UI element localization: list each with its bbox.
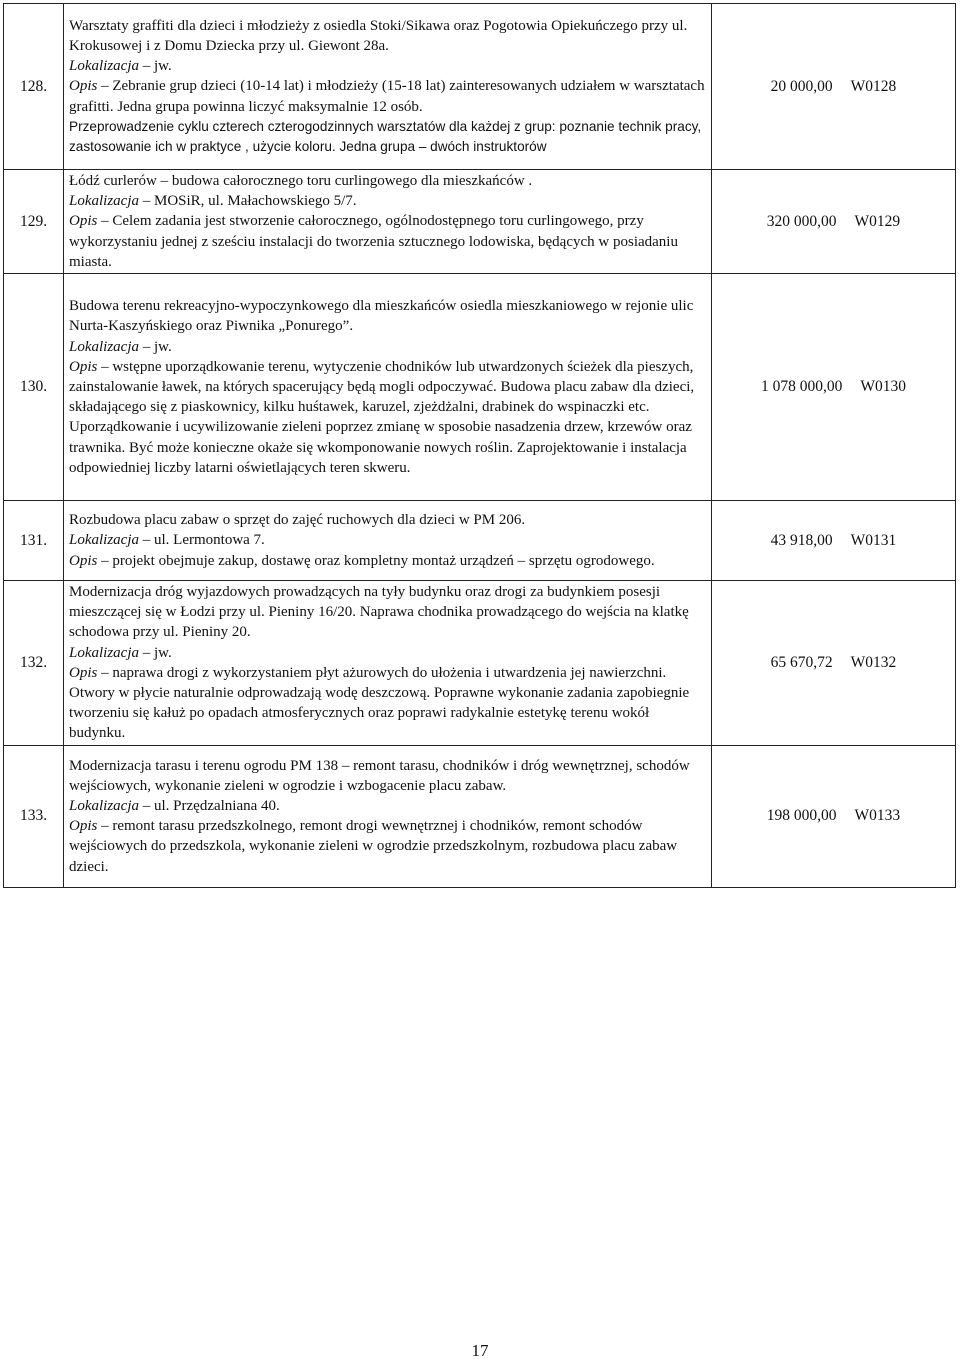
- row-number: 130.: [4, 274, 64, 501]
- row-code: W0130: [860, 378, 906, 396]
- row-amount: 320 000,00: [766, 212, 837, 230]
- row-opis: [69, 211, 709, 272]
- table-row: [4, 745, 956, 887]
- description-label: Opis: [69, 358, 98, 375]
- row-title: Modernizacja dróg wyjazdowych prowadzących na tyły budynku oraz drogi za budynkiem posesji mieszczącej się w Łodzi przy ul. Pieniny 16/20. Naprawa chodnika prowadzącego do wejścia na klatkę schodowa przy ul. Pieniny 20.: [69, 584, 689, 641]
- row-title: Łódź curlerów – budowa całorocznego toru curlingowego dla mieszkańców .: [69, 173, 533, 189]
- row-title: Modernizacja tarasu i terenu ogrodu PM 138 – remont tarasu, chodników i dróg wewnętrznej, schodów wejściowych, wykonanie zieleni w ogrodzie i wzbogacenie placu zabaw.: [69, 757, 690, 794]
- description-text: – naprawa drogi z wykorzystaniem płyt ażurowych do ułożenia i utwardzenia jej nawierzchni. Otwory w płycie naturalnie odprowadzają wodę deszczową. Poprawne wykonanie zadania zapobiegnie tworzeniu się kałuż po opadach atmosferycznych oraz poprawi radykalnie estetykę terenu wokół budynku.: [69, 664, 690, 742]
- row-number: 132.: [4, 581, 64, 746]
- table-row: [4, 501, 956, 581]
- description-label: Opis: [69, 818, 98, 835]
- location-value: – jw.: [142, 58, 172, 75]
- row-location: [69, 796, 709, 816]
- row-description: [64, 581, 712, 746]
- row-amount: 1 078 000,00: [760, 378, 843, 396]
- row-location: [69, 530, 709, 550]
- table-row: [4, 170, 956, 274]
- description-label: Opis: [69, 213, 98, 230]
- row-extra-text: Przeprowadzenie cyklu czterech czterogodzinnych warsztatów dla każdej z grup: poznanie technik pracy, zastosowanie ich w praktyce , użycie koloru. Jedna grupa – dwóch instruktorów: [69, 118, 702, 154]
- page-number: 17: [471, 1341, 489, 1360]
- row-location: [69, 337, 709, 357]
- description-text: – projekt obejmuje zakup, dostawę oraz kompletny montaż urządzeń – sprzętu ogrodowego.: [101, 552, 655, 569]
- row-description: [64, 170, 712, 274]
- description-text: – Zebranie grup dzieci (10-14 lat) i młodzieży (15-18 lat) zainteresowanych udziałem w warsztatach grafitti. Jedna grupa powinna liczyć maksymalnie 12 osób.: [69, 78, 705, 115]
- row-title: Warsztaty graffiti dla dzieci i młodzieży z osiedla Stoki/Sikawa oraz Pogotowia Opiekuńczego przy ul. Krokusowej i z Domu Dziecka przy ul. Giewont 28a.: [69, 17, 688, 54]
- row-amount: 198 000,00: [766, 807, 837, 825]
- row-opis: [69, 357, 709, 478]
- row-location: [69, 56, 709, 76]
- location-label: Lokalizacja: [69, 193, 139, 210]
- row-amount-cell: [712, 501, 956, 581]
- location-label: Lokalizacja: [69, 532, 139, 549]
- location-label: Lokalizacja: [69, 797, 139, 814]
- row-amount-cell: [712, 170, 956, 274]
- row-number: 128.: [4, 4, 64, 170]
- row-number: 129.: [4, 170, 64, 274]
- row-amount-cell: [712, 745, 956, 887]
- row-number: 133.: [4, 745, 64, 887]
- location-label: Lokalizacja: [69, 338, 139, 355]
- projects-table: [3, 3, 956, 888]
- table-row: [4, 274, 956, 501]
- row-description: [64, 274, 712, 501]
- row-opis: [69, 551, 709, 571]
- row-amount-cell: [712, 274, 956, 501]
- location-label: Lokalizacja: [69, 644, 139, 661]
- description-text: – Celem zadania jest stworzenie całorocznego, ogólnodostępnego toru curlingowego, przy wykorzystaniu jednej z sześciu instalacji do tworzenia sztucznego lodowiska, będących w posiadaniu miasta.: [69, 213, 678, 270]
- row-description: [64, 745, 712, 887]
- table-row: [4, 581, 956, 746]
- row-amount: 20 000,00: [770, 77, 833, 95]
- row-amount: 43 918,00: [770, 531, 833, 549]
- location-value: – ul. Lermontowa 7.: [142, 532, 265, 549]
- row-amount-cell: [712, 4, 956, 170]
- location-value: – MOSiR, ul. Małachowskiego 5/7.: [142, 193, 357, 210]
- row-description: [64, 501, 712, 581]
- row-code: W0129: [854, 212, 901, 230]
- row-description: [64, 4, 712, 170]
- row-amount-cell: [712, 581, 956, 746]
- row-title: Budowa terenu rekreacyjno-wypoczynkowego dla mieszkańców osiedla mieszkaniowego w rejonie ulic Nurta-Kaszyńskiego oraz Piwnika „Ponurego”.: [69, 298, 694, 335]
- row-opis: [69, 816, 709, 877]
- description-text: – wstępne uporządkowanie terenu, wytyczenie chodników lub utwardzonych ścieżek dla pieszych, zainstalowanie ławek, na których spacerujący będą mogli odpoczywać. Budowa placu zabaw dla dzieci, składającego się z piaskownicy, kilku huśtawek, karuzel, zjeżdżalni, drabinek do wspinaczki etc. Uporządkowanie i ucywilizowanie zieleni poprzez zmianę w sposobie nasadzenia drzew, krzewów oraz trawnika. Być może konieczne okaże się wkomponowanie nowych roślin. Zaprojektowanie i instalacja odpowiedniej liczby latarni oświetlających teren skweru.: [69, 358, 695, 476]
- row-opis: [69, 76, 709, 116]
- location-value: – jw.: [142, 338, 172, 355]
- location-label: Lokalizacja: [69, 58, 139, 75]
- row-title: Rozbudowa placu zabaw o sprzęt do zajęć ruchowych dla dzieci w PM 206.: [69, 512, 526, 529]
- table-row: [4, 4, 956, 170]
- row-number: 131.: [4, 501, 64, 581]
- row-opis: [69, 663, 709, 744]
- row-code: W0132: [850, 653, 897, 671]
- description-label: Opis: [69, 78, 98, 95]
- location-value: – jw.: [142, 644, 172, 661]
- row-location: [69, 191, 709, 211]
- location-value: – ul. Przędzalniana 40.: [142, 797, 280, 814]
- row-code: W0131: [850, 531, 897, 549]
- row-code: W0128: [850, 77, 897, 95]
- row-amount: 65 670,72: [770, 653, 833, 671]
- description-label: Opis: [69, 664, 98, 681]
- description-text: – remont tarasu przedszkolnego, remont drogi wewnętrznej i chodników, remont schodów wejściowych do przedszkola, wykonanie zieleni w ogrodzie przedszkolnym, rozbudowa placu zabaw dzieci.: [69, 818, 678, 875]
- description-label: Opis: [69, 552, 98, 569]
- row-location: [69, 643, 709, 663]
- row-code: W0133: [854, 807, 901, 825]
